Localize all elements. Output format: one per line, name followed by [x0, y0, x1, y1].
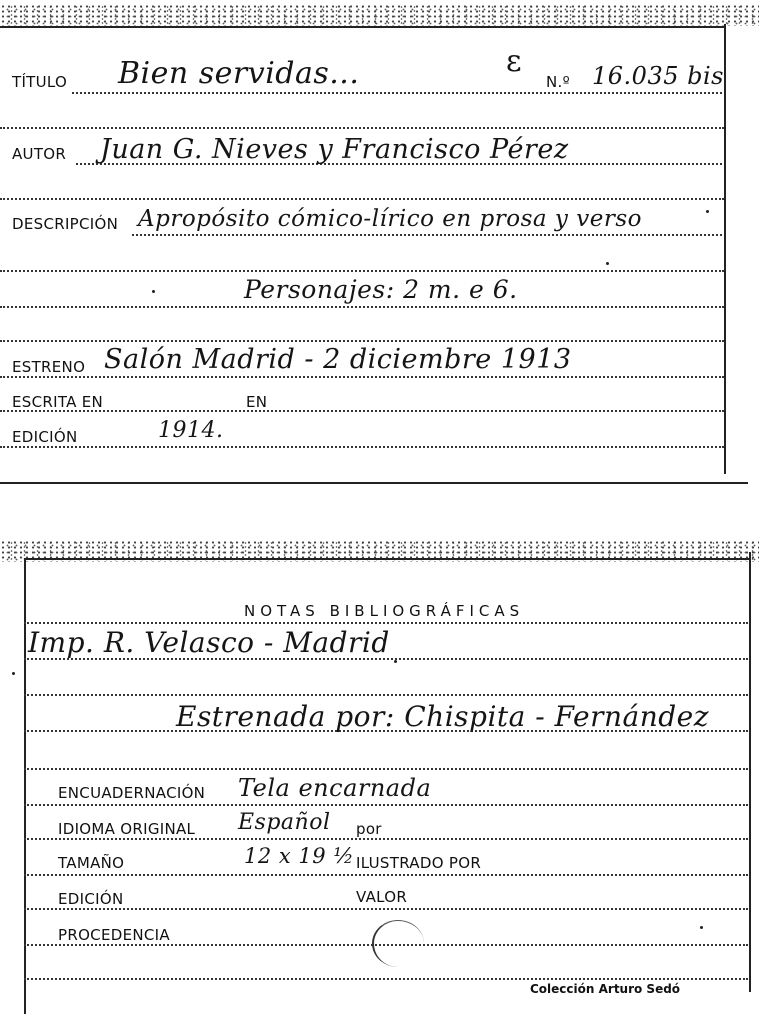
encuadernacion-label: ENCUADERNACIÓN — [58, 784, 206, 802]
ink-speck — [606, 262, 609, 265]
edicion-label-bottom: EDICIÓN — [58, 890, 124, 908]
ruled-line — [24, 804, 748, 806]
note-line-1: Imp. R. Velasco - Madrid — [28, 626, 390, 659]
personajes-value: Personajes: 2 m. e 6. — [244, 275, 518, 304]
ilustrado-label: ILUSTRADO POR — [356, 854, 482, 872]
note-line-2: Estrenada por: Chispita - Fernández — [176, 700, 709, 733]
en-label: EN — [246, 393, 268, 411]
valor-label: VALOR — [356, 888, 408, 906]
notas-heading: NOTAS BIBLIOGRÁFICAS — [244, 602, 525, 620]
ruled-line — [0, 340, 724, 342]
ruled-line — [0, 198, 724, 200]
collection-credit: Colección Arturo Sedó — [530, 982, 681, 996]
estreno-label: ESTRENO — [12, 358, 86, 376]
edicion-value: 1914. — [158, 418, 224, 443]
ruled-line — [0, 270, 724, 272]
idioma-label: IDIOMA ORIGINAL — [58, 820, 196, 838]
number-mark: ɛ — [506, 44, 523, 79]
ink-speck — [12, 672, 15, 675]
ruled-line — [24, 874, 748, 876]
ruled-line — [0, 127, 724, 129]
card-bottom-edge — [0, 482, 748, 484]
autor-value: Juan G. Nieves y Francisco Pérez — [100, 134, 569, 165]
catalog-card-bottom — [0, 532, 759, 1022]
ruled-line — [24, 768, 748, 770]
descripcion-label: DESCRIPCIÓN — [12, 215, 119, 233]
ink-speck — [700, 926, 703, 929]
ruled-line — [0, 410, 724, 412]
encuadernacion-value: Tela encarnada — [238, 774, 432, 802]
card-right-edge — [724, 24, 726, 474]
edicion-label: EDICIÓN — [12, 428, 78, 446]
procedencia-label: PROCEDENCIA — [58, 926, 170, 944]
descripcion-value: Apropósito cómico-lírico en prosa y verso — [138, 206, 642, 232]
ruled-line — [24, 978, 748, 980]
ruled-line — [24, 694, 748, 696]
autor-label: AUTOR — [12, 145, 67, 163]
ruled-line — [0, 376, 724, 378]
titulo-value: Bien servidas... — [118, 56, 360, 91]
ink-speck — [394, 660, 397, 663]
por-label: por — [356, 820, 382, 838]
ruled-line — [0, 446, 724, 448]
estreno-value: Salón Madrid - 2 diciembre 1913 — [104, 344, 572, 375]
catalog-card-top — [0, 0, 759, 492]
card-top-rule — [0, 26, 724, 28]
ruled-line — [24, 838, 748, 840]
torn-edge-texture — [0, 4, 759, 26]
number-value: 16.035 bis — [592, 62, 724, 90]
idioma-value: Español — [238, 810, 331, 835]
number-label: N.º — [546, 73, 570, 91]
titulo-label: TÍTULO — [12, 73, 68, 91]
ink-speck — [706, 210, 709, 213]
tamano-value: 12 x 19 ½ — [244, 844, 355, 868]
escrita-en-label: ESCRITA EN — [12, 393, 104, 411]
ink-speck — [152, 290, 155, 293]
stamp-mark — [372, 920, 424, 967]
card-right-edge — [749, 552, 751, 992]
ruled-line — [24, 622, 748, 624]
ruled-line — [132, 234, 722, 236]
ruled-line — [72, 92, 722, 94]
card-top-rule — [24, 558, 750, 560]
ruled-line — [24, 908, 748, 910]
tamano-label: TAMAÑO — [58, 854, 125, 872]
ruled-line — [0, 306, 724, 308]
